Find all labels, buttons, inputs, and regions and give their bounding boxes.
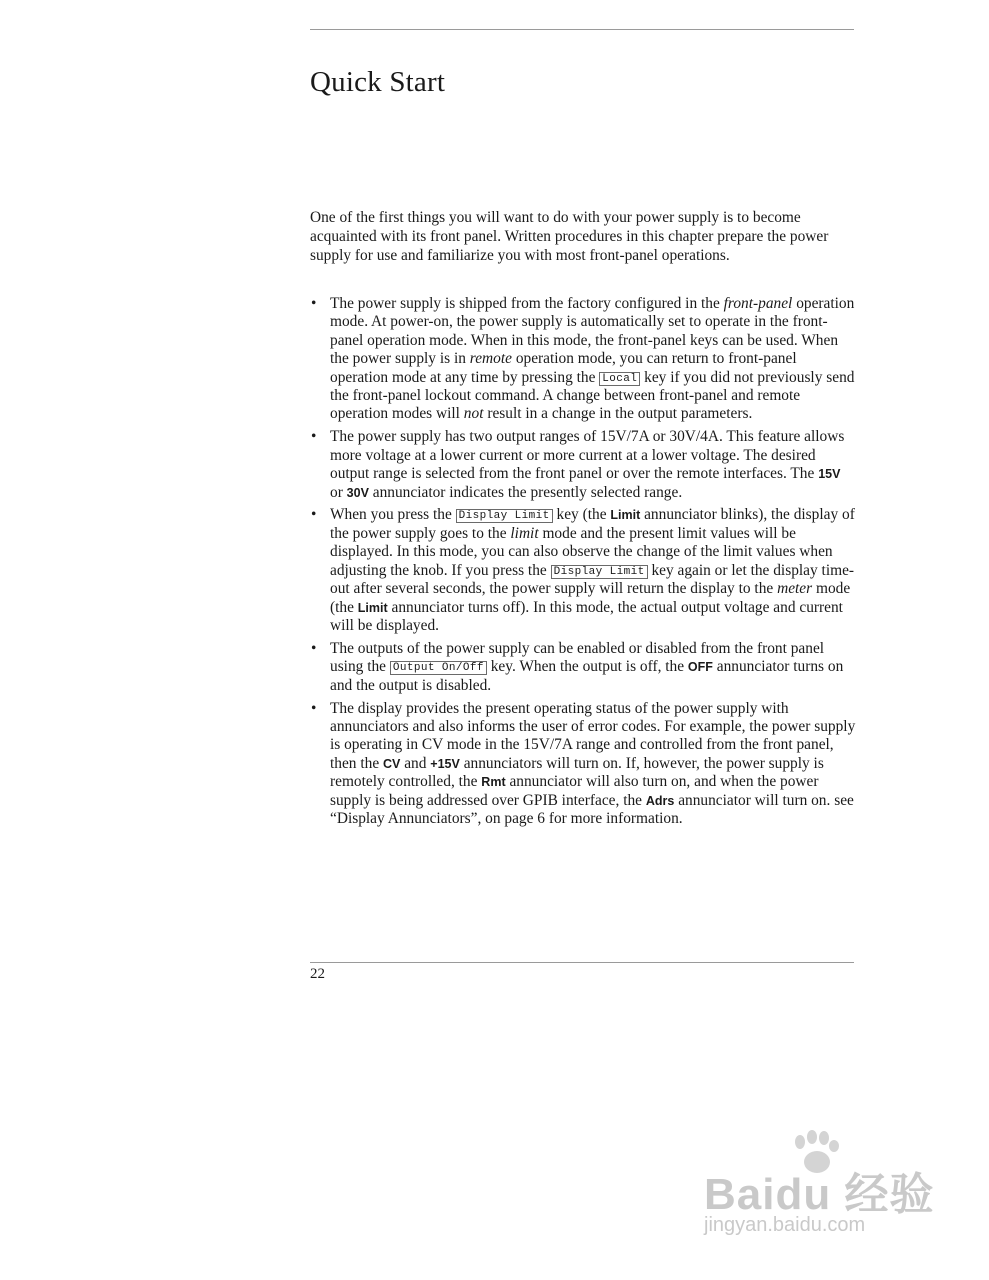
list-item: • The display provides the present operating status of the power supply with annunciators and also informs the user of error codes. For example, the power supply is operating in CV mode in the 15V/7A range and controlled from the front panel, then the CV and +15V annunciators will turn on. If, however, the power supply is remotely controlled, the Rmt annunciator will also turn on, and when the power supply is being addressed over GPIB interface, the Adrs annunciator will turn on. see “Display Annunciators”, on page 6 for more information.	[311, 699, 856, 827]
list-item: • When you press the Display Limit key (the Limit annunciator blinks), the display of the power supply goes to the limit mode and the present limit values will be displayed. In this mode, you can also observe the change of the limit values when adjusting the knob. If you press the Display Limit key again or let the display time-out after several seconds, the power supply will return the display to the meter mode (the Limit annunciator turns off). In this mode, the actual output voltage and current will be displayed.	[311, 506, 855, 634]
local-key: Local	[599, 372, 640, 386]
watermark-url: jingyan.baidu.com	[704, 1214, 866, 1236]
list-item: • The power supply has two output ranges of 15V/7A or 30V/4A. This feature allows more voltage at a lower current or more current at a lower voltage. The desired output range is selected from the front panel or over the remote interfaces. The 15V or 30V annunciator indicates the presently selected range.	[311, 428, 845, 501]
annunciator-plus-15v: +15V	[430, 756, 460, 771]
top-rule	[310, 29, 854, 30]
bullet-icon: •	[311, 699, 317, 717]
annunciator-cv: CV	[383, 756, 401, 771]
intro-paragraph: One of the first things you will want to do with your power supply is to become acquainted with its front panel. Written procedures in this chapter prepare the power supply for use and familiarize you with most front-panel operations.	[310, 209, 829, 265]
annunciator-rmt: Rmt	[481, 775, 506, 790]
watermark-text: Baidu 经验	[704, 1170, 935, 1219]
bullet-icon: •	[311, 506, 317, 524]
list-item: • The power supply is shipped from the factory configured in the front-panel operation mode. At power-on, the power supply is automatically set to operate in the front-panel operation mode. When in this mode, the front-panel keys can be used. When the power supply is in remote operation mode, you can return to front-panel operation mode at any time by pressing the Local key if you did not previously send the front-panel lockout command. A change between front-panel and remote operation modes will not result in a change in the output parameters.	[311, 295, 855, 423]
page-title: Quick Start	[310, 66, 446, 98]
watermark	[700, 1130, 940, 1250]
bullet-icon: •	[311, 639, 317, 657]
page-number: 22	[310, 966, 325, 982]
list-item: • The outputs of the power supply can be enabled or disabled from the front panel using the Output On/Off key. When the output is off, the OFF annunciator turns on and the output is disabled.	[311, 639, 844, 694]
display-limit-key: Display Limit	[456, 509, 553, 523]
annunciator-limit: Limit	[610, 508, 641, 523]
bottom-rule	[310, 962, 854, 963]
output-on-off-key: Output On/Off	[390, 661, 487, 675]
display-limit-key: Display Limit	[551, 565, 648, 579]
bullet-list	[310, 295, 856, 833]
bullet-icon: •	[311, 295, 317, 312]
annunciator-off: OFF	[687, 660, 713, 675]
annunciator-limit: Limit	[357, 600, 388, 615]
bullet-icon: •	[311, 428, 317, 446]
annunciator-adrs: Adrs	[645, 793, 675, 808]
annunciator-30v: 30V	[346, 485, 369, 500]
annunciator-15v: 15V	[818, 467, 841, 482]
